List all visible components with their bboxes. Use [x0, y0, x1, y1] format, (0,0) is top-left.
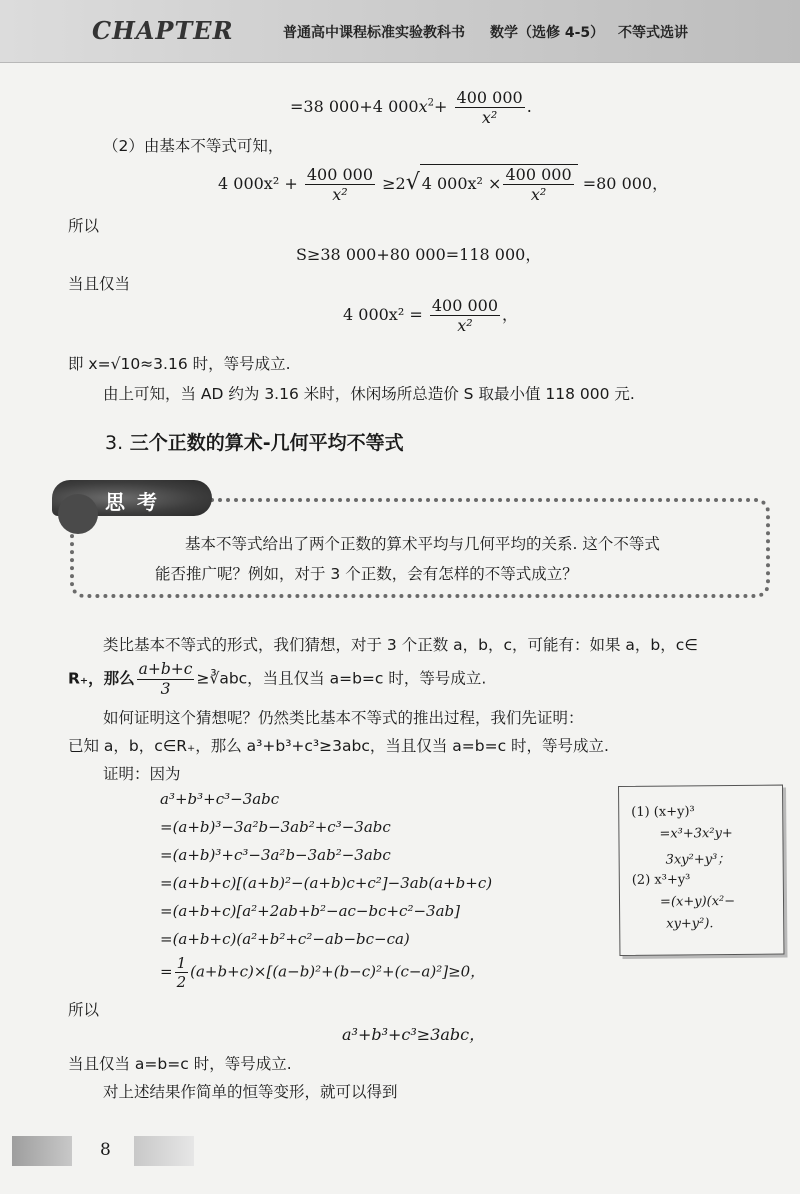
section-title-text: 三个正数的算术-几何平均不等式 — [129, 432, 404, 454]
proof-line-6: =(a+b+c)(a²+b²+c²−ab−bc−ca) — [160, 930, 410, 948]
paragraph-3: 已知 a，b，c∈R₊，那么 a³+b³+c³≥3abc，当且仅当 a=b=c 时，等号成立. — [68, 737, 609, 755]
section-number: 3. — [105, 432, 124, 454]
fraction-denominator: x² — [481, 108, 498, 128]
fraction-numerator: 400 000 — [456, 88, 523, 107]
text-ji-x: 即 x=√10≈3.16 时，等号成立. — [68, 355, 291, 373]
book-title: 普通高中课程标准实验教科书 — [283, 25, 465, 41]
fraction-denominator: x² — [457, 316, 473, 336]
fraction-numerator: 400 000 — [431, 296, 498, 315]
note-line-1: (1) (x+y)³ — [631, 804, 695, 820]
text-dangqie-2: 当且仅当 a=b=c 时，等号成立. — [68, 1055, 292, 1073]
think-label: 思考 — [105, 490, 169, 514]
eq2-part-a: 4 000x² + — [218, 174, 298, 194]
p1b-fraction-num: a+b+c — [138, 660, 193, 678]
result-inequality: a³+b³+c³≥3abc， — [342, 1025, 486, 1044]
eq4-part-b: ， — [502, 305, 519, 325]
section-title — [105, 428, 404, 455]
think-line-2: 能否推广呢？例如，对于 3 个正数，会有怎样的不等式成立？ — [155, 565, 578, 583]
equation-line-1: =38 000+4 $000x^2+$ $\frac{400 000}{\text{x²}}$ . — [290, 88, 532, 128]
eq7-fraction-den: 2 — [176, 973, 187, 991]
book-subject: 数学（选修 4-5） — [490, 25, 605, 41]
side-note-box — [618, 785, 784, 956]
think-line-1: 基本不等式给出了两个正数的算术平均与几何平均的关系. 这个不等式 — [185, 535, 660, 553]
footer-decoration — [0, 1136, 800, 1166]
paragraph-4: 证明：因为 — [103, 765, 181, 783]
text-suoyi: 所以 — [68, 217, 100, 235]
fraction-numerator: 400 000 — [505, 165, 572, 184]
note-line-2: =x³+3x²y+ — [659, 826, 733, 842]
proof-line-1: a³+b³+c³−3abc — [160, 790, 280, 808]
eq7-fraction-num: 1 — [176, 954, 187, 972]
sqrt-part: 4 000x² × — [421, 174, 502, 194]
proof-line-4: =(a+b+c)[(a+b)²−(a+b)c+c²]−3ab(a+b+c) — [160, 874, 493, 892]
equation-line-3: S≥38 000+80 000=118 000， — [296, 245, 542, 264]
eq2-part-c: =80 000， — [582, 174, 669, 194]
chapter-label: CHAPTER — [92, 16, 234, 45]
note-line-5: =(x+y)(x²− — [659, 893, 736, 910]
p1b-fraction-den: 3 — [160, 679, 171, 698]
think-bubble-icon — [58, 494, 98, 534]
proof-line-7 — [160, 954, 485, 991]
eq7-equals: = — [160, 962, 173, 981]
step-2-label: （2）由基本不等式可知， — [103, 137, 284, 155]
text-final: 对上述结果作简单的恒等变形，就可以得到 — [103, 1083, 398, 1101]
paragraph-1a: 类比基本不等式的形式，我们猜想，对于 3 个正数 a，b，c，可能有：如果 a，b，c∈ — [103, 636, 698, 654]
note-line-3: 3xy²+y³； — [665, 852, 731, 868]
p1b-r: R₊，那么 — [68, 669, 135, 688]
note-line-4: (2) x³+y³ — [631, 872, 691, 888]
p1b-rest: ≥∛abc，当且仅当 a=b=c 时，等号成立. — [196, 669, 487, 688]
paragraph-1b — [68, 660, 486, 698]
equation-line-2: 4 000x² + $\frac{400 000}{\text{x²}}$ ≥2√ 4 000x² × $\frac{400 000}{\text{x²}}$ =80 000， — [218, 165, 669, 205]
fraction-numerator: 400 000 — [306, 165, 373, 184]
fraction-denominator: x² — [530, 185, 547, 205]
equation-line-4 — [343, 296, 518, 335]
proof-line-5: =(a+b+c)[a²+2ab+b²−ac−bc+c²−3ab] — [160, 902, 460, 920]
eq4-part-a: 4 000x² = — [343, 305, 423, 325]
text-suoyi-2: 所以 — [68, 1001, 100, 1019]
proof-line-2: =(a+b)³−3a²b−3ab²+c³−3abc — [160, 818, 391, 836]
eq7-rest: (a+b+c)×[(a−b)²+(b−c)²+(c−a)²]≥0， — [190, 962, 486, 981]
eq2-part-b: ≥2 — [382, 174, 406, 194]
text-conclusion: 由上可知，当 AD 约为 3.16 米时，休闲场所总造价 S 取最小值 118 000 元. — [103, 385, 635, 403]
fraction-denominator: x² — [332, 185, 348, 205]
paragraph-2: 如何证明这个猜想呢？仍然类比基本不等式的推出过程，我们先证明： — [103, 709, 584, 727]
note-line-6: xy+y²). — [666, 916, 714, 932]
book-topic: 不等式选讲 — [618, 25, 688, 41]
text-dangqie: 当且仅当 — [68, 275, 131, 293]
page-number: 8 — [100, 1140, 111, 1160]
proof-line-3: =(a+b)³+c³−3a²b−3ab²−3abc — [160, 846, 391, 864]
